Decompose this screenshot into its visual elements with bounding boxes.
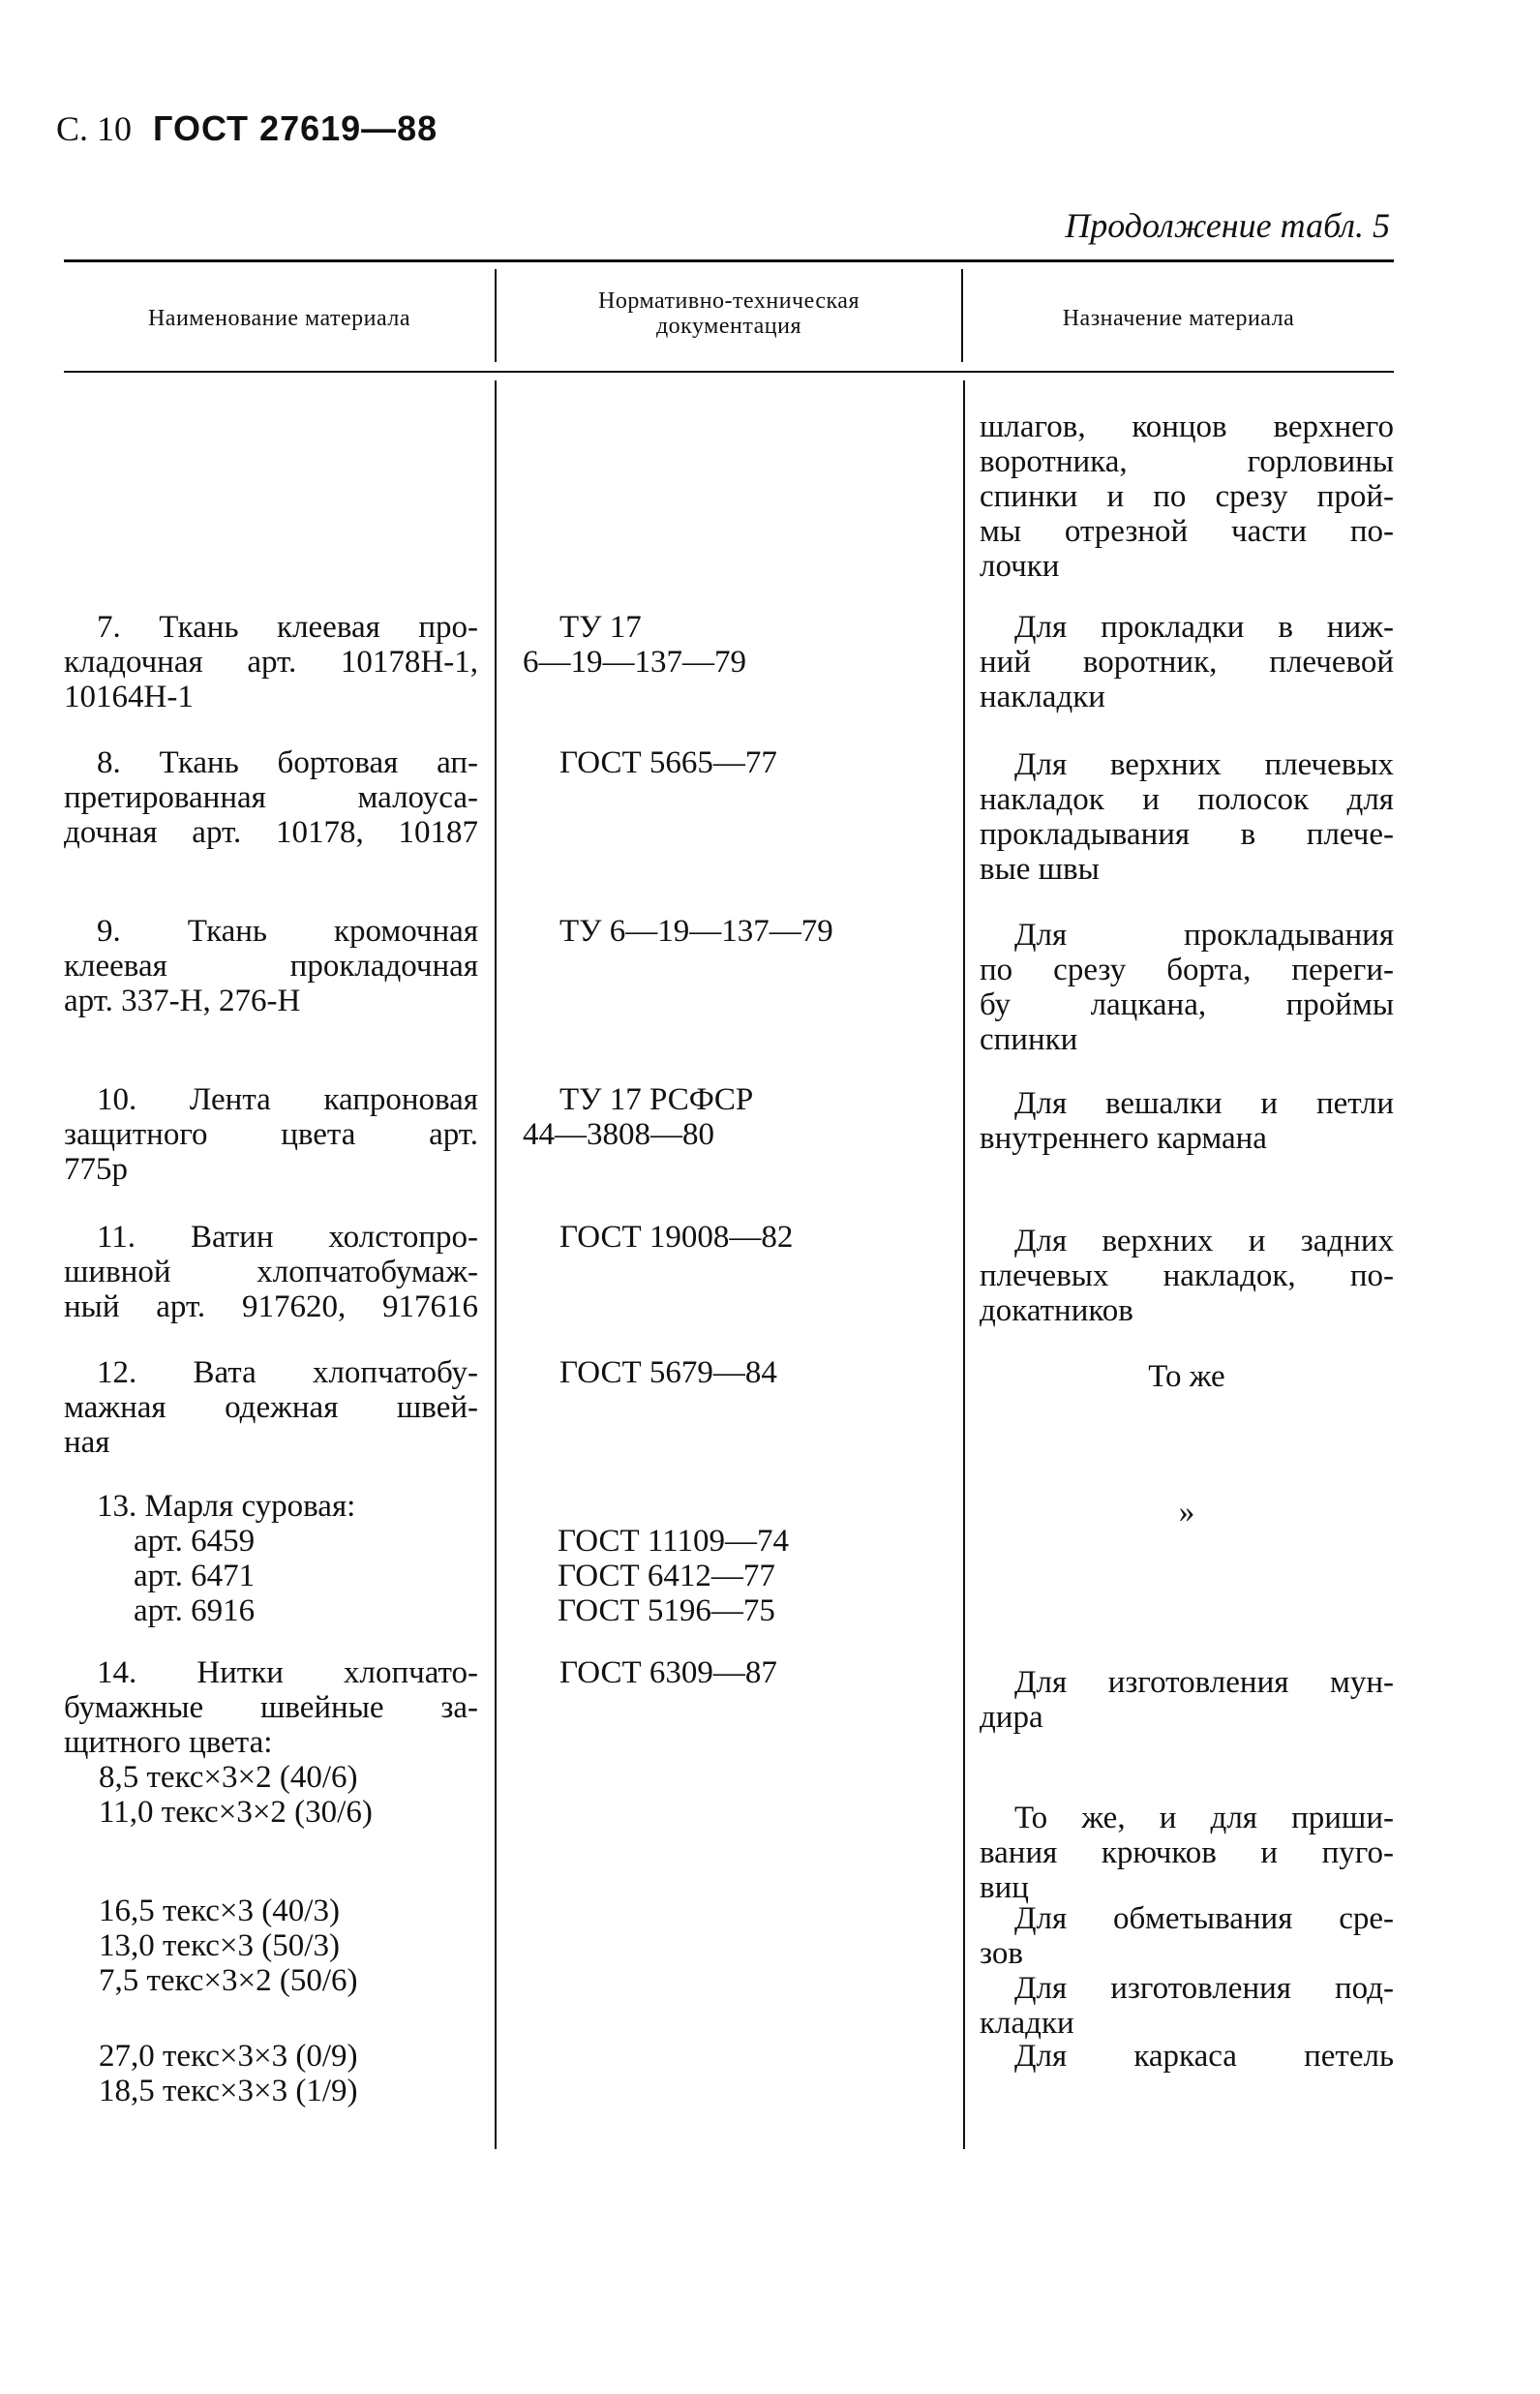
cell-line: арт. 6459 [134,1524,256,1559]
row-8-name [64,745,478,850]
standard-title: ГОСТ 27619—88 [153,108,438,148]
cell-line: Для изготовления мун- [1014,1665,1394,1700]
cell-line: ГОСТ 6412—77 [558,1559,775,1593]
row-7-name [64,610,478,714]
cell-line: Для верхних плечевых [1014,747,1394,782]
cell-line: зов [980,1936,1023,1971]
threads-a-purpose [980,1801,1394,1905]
cell-line: Для прокладки в ниж- [1014,610,1394,645]
cell-line: мы отрезной части по- [980,514,1394,549]
cell-line: 6—19—137—79 [523,645,746,680]
cell-line: защитного цвета арт. [64,1117,478,1152]
cell-line: 13,0 текс×3 (50/3) [99,1928,340,1963]
cell-line: накладки [980,680,1105,714]
cell-line: Для верхних и задних [1014,1224,1394,1258]
cell-line: 10164Н-1 [64,680,194,714]
cell-line: мажная одежная швей- [64,1390,478,1425]
cell-line: 10. Лента капроновая [97,1082,478,1117]
row-14-purpose [980,1665,1394,1735]
cell-line: шивной хлопчатобумаж- [64,1255,478,1289]
cell-line: ная [64,1425,110,1460]
cell-line: дира [980,1700,1043,1735]
row-8-purpose [980,747,1394,887]
cell-line: арт. 6471 [134,1559,256,1593]
cell-line: 11,0 текс×3×2 (30/6) [99,1795,373,1830]
cell-line: ний воротник, плечевой [980,645,1394,680]
cell-line: ТУ 17 [559,610,642,645]
cell-line: Для вешалки и петли [1014,1086,1394,1121]
row-12-doc [523,1355,777,1390]
table-top-rule [64,259,1394,262]
cell-line: ТУ 6—19—137—79 [559,914,833,949]
cell-line: бу лацкана, проймы [980,987,1394,1022]
cell-line: ГОСТ 6309—87 [559,1655,777,1690]
ditto-mark: » [1178,1495,1195,1530]
cell-line: 11. Ватин холстопро- [97,1220,478,1255]
cell-line: Для изготовления под- [1014,1971,1394,2006]
cell-line: То же, и для приши- [1014,1801,1394,1835]
row-14-name [64,1655,478,1830]
cell-line: 16,5 текс×3 (40/3) [99,1894,340,1928]
cell-line: воротника, горловины [980,444,1394,479]
cell-line: арт. 337-Н, 276-Н [64,984,301,1018]
cell-line: ГОСТ 19008—82 [559,1220,794,1255]
cell-line: дочная арт. 10178, 10187 [64,815,478,850]
cell-line: шлагов, концов верхнего [980,409,1394,444]
cell-line: То же [1148,1359,1225,1394]
cell-line: по срезу борта, переги- [980,953,1394,987]
cell-line: Для прокладывания [1014,918,1394,953]
table-continuation-label: Продолжение табл. 5 [1065,206,1390,245]
page-header [56,108,438,149]
cell-line: внутреннего кармана [980,1121,1267,1156]
cell-line: плечевых накладок, по- [980,1258,1394,1293]
cell-line: ГОСТ 5196—75 [558,1593,775,1628]
row-10-purpose [980,1086,1394,1156]
cell-line: 8. Ткань бортовая ап- [97,745,478,780]
row-13-name [64,1489,478,1628]
cell-line: докатников [980,1293,1133,1328]
cell-line: бумажные швейные за- [64,1690,478,1725]
cell-line: кладки [980,2006,1074,2041]
row-13-purpose [980,1495,1394,1530]
cell-line: клеевая прокладочная [64,949,478,984]
row-12-name [64,1355,478,1460]
threads-b-purpose-2 [980,1971,1394,2041]
threads-b-purpose-1 [980,1901,1394,1971]
row-9-doc [523,914,833,949]
header-purpose: Назначение материала [1062,306,1295,331]
cell-line: спинки и по срезу прой- [980,479,1394,514]
cell-line: ГОСТ 5679—84 [559,1355,777,1390]
page-number: С. 10 [56,109,133,148]
cell-line: накладок и полосок для [980,782,1394,817]
threads-c-purpose [980,2039,1394,2074]
row-7-purpose [980,610,1394,714]
cell-line: 13. Марля суровая: [97,1489,356,1524]
header-documentation-line1: Нормативно-техническая [598,288,860,314]
cell-line: 14. Нитки хлопчато- [97,1655,478,1690]
cell-line: 12. Вата хлопчатобу- [97,1355,478,1390]
cell-line: претированная малоуса- [64,780,478,815]
cell-line: спинки [980,1022,1078,1057]
cell-line: ГОСТ 11109—74 [558,1524,789,1559]
row-9-name [64,914,478,1018]
row-10-name [64,1082,478,1187]
cell-line: ТУ 17 РСФСР [559,1082,754,1117]
cell-line: 8,5 текс×3×2 (40/6) [99,1760,358,1795]
cell-line: Для обметывания сре- [1014,1901,1394,1936]
row-11-doc [523,1220,793,1255]
cell-line: 7. Ткань клеевая про- [97,610,478,645]
header-material-name: Наименование материала [147,306,411,331]
row-11-purpose [980,1224,1394,1328]
cell-line: 775р [64,1152,128,1187]
cell-line: 44—3808—80 [523,1117,714,1152]
threads-c [64,2039,478,2108]
row-12-purpose [980,1359,1394,1394]
row-14-doc [523,1655,777,1690]
cell-line: вания крючков и пуго- [980,1835,1394,1870]
header-bottom-rule [64,371,1394,373]
cell-line: 18,5 текс×3×3 (1/9) [99,2074,358,2108]
cell-line: 9. Ткань кромочная [97,914,478,949]
header-documentation-line2: документация [655,314,802,339]
cell-line: 27,0 текс×3×3 (0/9) [99,2039,358,2074]
cell-line: лочки [980,549,1060,584]
cell-line: виц [980,1870,1029,1905]
cell-line: ный арт. 917620, 917616 [64,1289,478,1324]
row-8-doc [523,745,777,780]
cell-line: прокладывания в плече- [980,817,1394,852]
top-purpose-cell [980,409,1394,584]
cell-line: кладочная арт. 10178Н-1, [64,645,478,680]
row-7-doc [523,610,746,680]
cell-line: арт. 6916 [134,1593,256,1628]
cell-line: ГОСТ 5665—77 [559,745,777,780]
cell-line: щитного цвета: [64,1725,273,1760]
column-divider-2 [963,380,965,2149]
header-documentation [497,288,961,339]
row-11-name [64,1220,478,1324]
row-13-doc [523,1524,789,1628]
cell-line: Для каркаса петель [1014,2039,1394,2074]
cell-line: вые швы [980,852,1100,887]
cell-line: 7,5 текс×3×2 (50/6) [99,1963,358,1998]
row-9-purpose [980,918,1394,1057]
row-10-doc [523,1082,753,1152]
threads-b [64,1894,478,1998]
column-divider-1 [495,380,497,2149]
